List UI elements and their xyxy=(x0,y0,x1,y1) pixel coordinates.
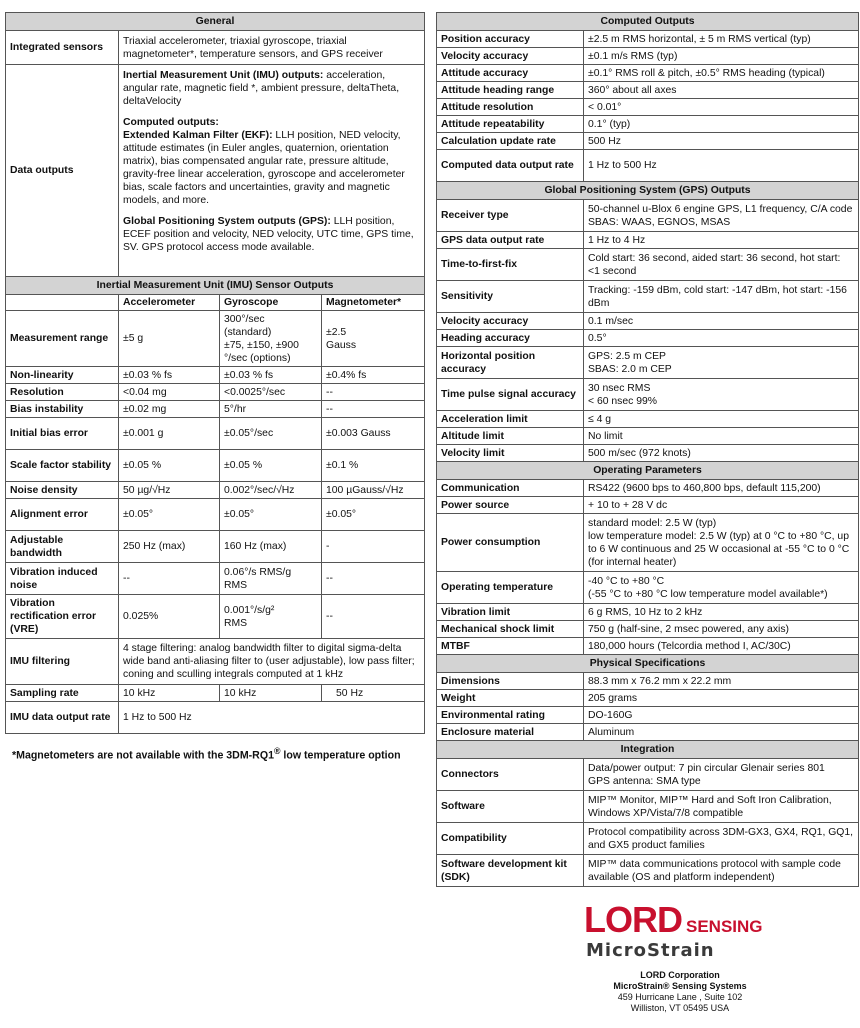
section-header-physical: Physical Specifications xyxy=(437,655,859,673)
imu-accel-value: 50 µg/√Hz xyxy=(119,482,220,499)
spec-value: ±2.5 m RMS horizontal, ± 5 m RMS vertical (typ) xyxy=(584,31,859,48)
spec-label: Power source xyxy=(437,497,584,514)
spec-row xyxy=(437,150,859,182)
spec-label: GPS data output rate xyxy=(437,232,584,249)
spec-value: 180,000 hours (Telcordia method I, AC/30C) xyxy=(584,638,859,655)
spec-label: Integrated sensors xyxy=(6,31,119,65)
section-header-integration: Integration xyxy=(437,741,859,759)
imu-accel-value: 0.025% xyxy=(119,595,220,639)
spec-label: Enclosure material xyxy=(437,724,584,741)
spec-row xyxy=(437,791,859,823)
spec-row xyxy=(437,232,859,249)
spec-row xyxy=(437,855,859,887)
imu-accel-value: 250 Hz (max) xyxy=(119,531,220,563)
spec-row xyxy=(437,379,859,411)
imu-accel-value: ±0.001 g xyxy=(119,418,220,450)
spec-value: 0.1 m/sec xyxy=(584,313,859,330)
ekf-text: LLH position, NED velocity, attitude estimates (in Euler angles, quaternion, orientation matrix), bias compensated angular rate, pressure altitude, gravity-free linear acceleration, gyroscope and accelerometer bias, scale factors and uncertainties, gravity and magnetic models, and more. xyxy=(123,130,405,206)
column-header-accelerometer: Accelerometer xyxy=(119,295,220,311)
spec-label: Software xyxy=(437,791,584,823)
data-outputs-value xyxy=(119,65,425,277)
spec-label: Software development kit (SDK) xyxy=(437,855,584,887)
magnetometer-footnote xyxy=(12,746,432,762)
spec-row xyxy=(437,313,859,330)
logo-microstrain-word: MicroStrain xyxy=(586,940,715,961)
spec-value: Data/power output: 7 pin circular Glenair series 801 GPS antenna: SMA type xyxy=(584,759,859,791)
spec-label: Environmental rating xyxy=(437,707,584,724)
spec-row xyxy=(437,200,859,232)
imu-mag-value: -- xyxy=(322,563,425,595)
company-name: LORD Corporation xyxy=(640,970,720,980)
imu-gyro-value: ±0.03 % fs xyxy=(220,367,322,384)
imu-gyro-value: 0.06°/s RMS/g RMS xyxy=(220,563,322,595)
spec-row xyxy=(437,48,859,65)
imu-gyro-value: 0.001°/s/g² RMS xyxy=(220,595,322,639)
imu-gyro-value: ±0.05°/sec xyxy=(220,418,322,450)
spec-label: Compatibility xyxy=(437,823,584,855)
spec-row xyxy=(437,445,859,462)
spec-row xyxy=(437,673,859,690)
spec-value: RS422 (9600 bps to 460,800 bps, default 115,200) xyxy=(584,480,859,497)
spec-row xyxy=(437,133,859,150)
spec-label: Computed data output rate xyxy=(437,150,584,182)
spec-value: Cold start: 36 second, aided start: 36 second, hot start: <1 second xyxy=(584,249,859,281)
spec-row xyxy=(437,330,859,347)
right-spec-table xyxy=(436,12,859,887)
spec-value: 1 Hz to 500 Hz xyxy=(119,702,425,734)
imu-row-label: Noise density xyxy=(6,482,119,499)
spec-value: < 0.01° xyxy=(584,99,859,116)
spec-row xyxy=(437,411,859,428)
imu-outputs-text: acceleration, angular rate, magnetic field *, ambient pressure, deltaTheta, deltaVelocity xyxy=(123,70,400,107)
imu-accel-value: -- xyxy=(119,563,220,595)
imu-row-label: Bias instability xyxy=(6,401,119,418)
spec-label: Calculation update rate xyxy=(437,133,584,150)
column-header-empty xyxy=(6,295,119,311)
imu-mag-value: -- xyxy=(322,401,425,418)
imu-gyro-value: 160 Hz (max) xyxy=(220,531,322,563)
imu-row-label: Measurement range xyxy=(6,311,119,367)
spec-value: ±0.1 m/s RMS (typ) xyxy=(584,48,859,65)
imu-gyro-value: <0.0025°/sec xyxy=(220,384,322,401)
spec-row xyxy=(437,604,859,621)
imu-gyro-value: 300°/sec (standard) ±75, ±150, ±900 °/sec (options) xyxy=(220,311,322,367)
spec-row xyxy=(437,621,859,638)
ekf-heading: Extended Kalman Filter (EKF): xyxy=(123,130,273,141)
spec-label: Velocity accuracy xyxy=(437,313,584,330)
spec-label: Velocity accuracy xyxy=(437,48,584,65)
imu-mag-value: ±0.003 Gauss xyxy=(322,418,425,450)
spec-row xyxy=(437,65,859,82)
imu-accel-value: ±0.03 % fs xyxy=(119,367,220,384)
spec-row xyxy=(437,690,859,707)
imu-row-label: Scale factor stability xyxy=(6,450,119,482)
spec-label: Sampling rate xyxy=(6,685,119,702)
imu-mag-value: -- xyxy=(322,384,425,401)
gps-outputs-heading: Global Positioning System outputs (GPS): xyxy=(123,216,331,227)
column-header-gyroscope: Gyroscope xyxy=(220,295,322,311)
spec-value: GPS: 2.5 m CEP SBAS: 2.0 m CEP xyxy=(584,347,859,379)
imu-gyro-value: 0.002°/sec/√Hz xyxy=(220,482,322,499)
spec-value: Aluminum xyxy=(584,724,859,741)
footnote-text: *Magnetometers are not available with the 3DM-RQ1 xyxy=(12,749,274,762)
address-city: Williston, VT 05495 USA xyxy=(630,1003,730,1013)
spec-row xyxy=(437,823,859,855)
spec-label: Attitude accuracy xyxy=(437,65,584,82)
spec-row xyxy=(437,428,859,445)
spec-value: -40 °C to +80 °C (-55 °C to +80 °C low temperature model available*) xyxy=(584,572,859,604)
imu-row-label: Vibration rectification error (VRE) xyxy=(6,595,119,639)
spec-row xyxy=(437,31,859,48)
imu-mag-value: - xyxy=(322,531,425,563)
imu-outputs-heading: Inertial Measurement Unit (IMU) outputs: xyxy=(123,70,324,81)
spec-value: MIP™ data communications protocol with sample code available (OS and platform independent) xyxy=(584,855,859,887)
spec-value: 50-channel u-Blox 6 engine GPS, L1 frequency, C/A code SBAS: WAAS, EGNOS, MSAS xyxy=(584,200,859,232)
imu-accel-value: ±0.05 % xyxy=(119,450,220,482)
spec-label: Communication xyxy=(437,480,584,497)
spec-label: Altitude limit xyxy=(437,428,584,445)
registered-mark: ® xyxy=(273,746,281,756)
section-header-gps: Global Positioning System (GPS) Outputs xyxy=(437,182,859,200)
imu-row-label: Initial bias error xyxy=(6,418,119,450)
spec-value: ±0.1° RMS roll & pitch, ±0.5° RMS heading (typical) xyxy=(584,65,859,82)
spec-value: Triaxial accelerometer, triaxial gyroscope, triaxial magnetometer*, temperature sensors, and GPS receiver xyxy=(119,31,425,65)
spec-value: 1 Hz to 4 Hz xyxy=(584,232,859,249)
spec-row xyxy=(437,281,859,313)
spec-label: Position accuracy xyxy=(437,31,584,48)
spec-value: 205 grams xyxy=(584,690,859,707)
lord-sensing-logo xyxy=(584,899,784,962)
address-street: 459 Hurricane Lane , Suite 102 xyxy=(617,992,743,1002)
spec-label: Attitude heading range xyxy=(437,82,584,99)
spec-label: Operating temperature xyxy=(437,572,584,604)
computed-outputs-heading: Computed outputs: xyxy=(123,117,219,128)
spec-label: Attitude repeatability xyxy=(437,116,584,133)
spec-value: 360° about all axes xyxy=(584,82,859,99)
spec-label: Receiver type xyxy=(437,200,584,232)
spec-label: IMU filtering xyxy=(6,639,119,685)
spec-label: Power consumption xyxy=(437,514,584,572)
spec-value: 0.1° (typ) xyxy=(584,116,859,133)
spec-row xyxy=(437,82,859,99)
spec-label: Sensitivity xyxy=(437,281,584,313)
spec-value: DO-160G xyxy=(584,707,859,724)
spec-label: Acceleration limit xyxy=(437,411,584,428)
spec-row xyxy=(437,249,859,281)
spec-label: Data outputs xyxy=(6,65,119,277)
spec-row xyxy=(437,514,859,572)
sampling-mag-value: 50 Hz xyxy=(322,685,425,702)
imu-mag-value: ±0.05° xyxy=(322,499,425,531)
spec-row xyxy=(437,707,859,724)
spec-label: IMU data output rate xyxy=(6,702,119,734)
imu-gyro-value: 5°/hr xyxy=(220,401,322,418)
spec-label: Time pulse signal accuracy xyxy=(437,379,584,411)
spec-label: Time-to-first-fix xyxy=(437,249,584,281)
spec-value: Tracking: -159 dBm, cold start: -147 dBm, hot start: -156 dBm xyxy=(584,281,859,313)
imu-row-label: Adjustable bandwidth xyxy=(6,531,119,563)
column-header-magnetometer: Magnetometer* xyxy=(322,295,425,311)
imu-mag-value: ±0.1 % xyxy=(322,450,425,482)
footnote-text-end: low temperature option xyxy=(280,749,401,762)
spec-value: standard model: 2.5 W (typ) low temperature model: 2.5 W (typ) at 0 °C to +80 °C, up to 6 W continuous and 25 W occasional at -55 °C to 0 °C (for internal heater) xyxy=(584,514,859,572)
spec-value: + 10 to + 28 V dc xyxy=(584,497,859,514)
spec-value: Protocol compatibility across 3DM-GX3, GX4, RQ1, GQ1, and GX5 product families xyxy=(584,823,859,855)
imu-row-label: Non-linearity xyxy=(6,367,119,384)
spec-label: Connectors xyxy=(437,759,584,791)
imu-row-label: Vibration induced noise xyxy=(6,563,119,595)
spec-value: 6 g RMS, 10 Hz to 2 kHz xyxy=(584,604,859,621)
spec-value: 500 m/sec (972 knots) xyxy=(584,445,859,462)
spec-row xyxy=(437,497,859,514)
spec-row xyxy=(437,116,859,133)
logo-lord-word: LORD xyxy=(584,899,682,940)
spec-value: 88.3 mm x 76.2 mm x 22.2 mm xyxy=(584,673,859,690)
spec-row xyxy=(437,99,859,116)
spec-label: Dimensions xyxy=(437,673,584,690)
left-spec-table xyxy=(5,12,425,734)
sampling-gyro-value: 10 kHz xyxy=(220,685,322,702)
company-address xyxy=(595,970,765,1014)
imu-accel-value: ±5 g xyxy=(119,311,220,367)
sampling-accel-value: 10 kHz xyxy=(119,685,220,702)
imu-accel-value: ±0.05° xyxy=(119,499,220,531)
spec-label: MTBF xyxy=(437,638,584,655)
spec-label: Weight xyxy=(437,690,584,707)
imu-gyro-value: ±0.05° xyxy=(220,499,322,531)
spec-label: Heading accuracy xyxy=(437,330,584,347)
section-header-computed: Computed Outputs xyxy=(437,13,859,31)
imu-row-label: Alignment error xyxy=(6,499,119,531)
section-header-general: General xyxy=(6,13,425,31)
imu-accel-value: ±0.02 mg xyxy=(119,401,220,418)
spec-row xyxy=(437,572,859,604)
imu-gyro-value: ±0.05 % xyxy=(220,450,322,482)
logo-sensing-word: SENSING xyxy=(686,917,763,936)
spec-label: Horizontal position accuracy xyxy=(437,347,584,379)
spec-row xyxy=(437,759,859,791)
spec-label: Velocity limit xyxy=(437,445,584,462)
imu-mag-value: ±0.4% fs xyxy=(322,367,425,384)
spec-value: 0.5° xyxy=(584,330,859,347)
spec-value: 4 stage filtering: analog bandwidth filter to digital sigma-delta wide band anti-aliasing filter to (user adjustable), low pass filter; coning and sculling integrals computed at 1 kHz xyxy=(119,639,425,685)
imu-mag-value: 100 µGauss/√Hz xyxy=(322,482,425,499)
spec-row xyxy=(437,638,859,655)
imu-mag-value: ±2.5 Gauss xyxy=(322,311,425,367)
gps-outputs-text: LLH position, ECEF position and velocity, NED velocity, UTC time, GPS time, SV. GPS protocol access mode available. xyxy=(123,216,414,253)
spec-label: Mechanical shock limit xyxy=(437,621,584,638)
section-header-operating: Operating Parameters xyxy=(437,462,859,480)
imu-row-label: Resolution xyxy=(6,384,119,401)
spec-value: 1 Hz to 500 Hz xyxy=(584,150,859,182)
spec-value: MIP™ Monitor, MIP™ Hard and Soft Iron Calibration, Windows XP/Vista/7/8 compatible xyxy=(584,791,859,823)
spec-value: No limit xyxy=(584,428,859,445)
imu-mag-value: -- xyxy=(322,595,425,639)
imu-accel-value: <0.04 mg xyxy=(119,384,220,401)
spec-value: 750 g (half-sine, 2 msec powered, any axis) xyxy=(584,621,859,638)
company-division: MicroStrain® Sensing Systems xyxy=(613,981,747,991)
spec-value: ≤ 4 g xyxy=(584,411,859,428)
spec-row xyxy=(437,347,859,379)
spec-value: 30 nsec RMS < 60 nsec 99% xyxy=(584,379,859,411)
spec-row xyxy=(437,480,859,497)
section-header-imu: Inertial Measurement Unit (IMU) Sensor Outputs xyxy=(6,277,425,295)
spec-value: 500 Hz xyxy=(584,133,859,150)
spec-label: Attitude resolution xyxy=(437,99,584,116)
spec-label: Vibration limit xyxy=(437,604,584,621)
spec-row xyxy=(437,724,859,741)
